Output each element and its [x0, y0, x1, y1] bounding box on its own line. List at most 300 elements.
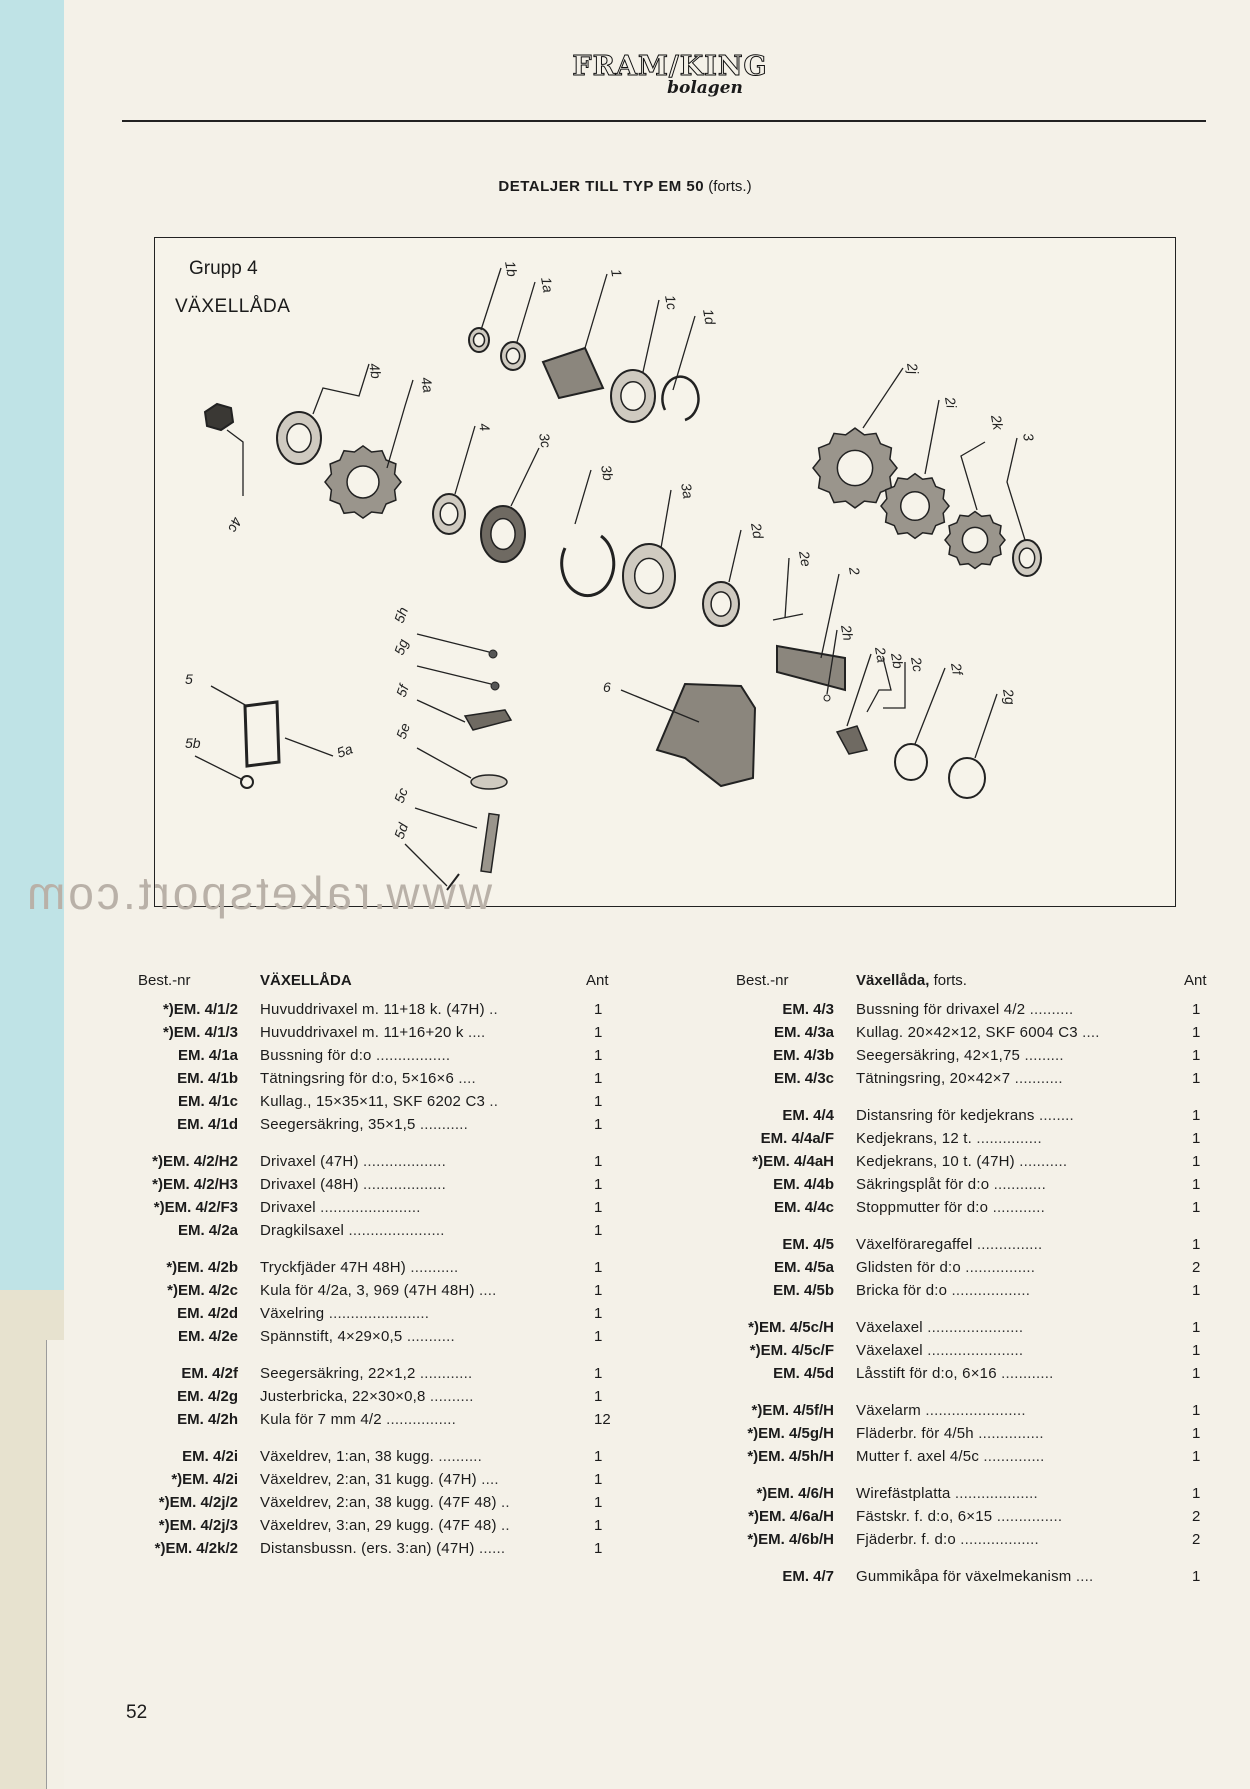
- dot-leader: .................: [371, 1047, 451, 1064]
- logo-sub-text: bolagen: [667, 78, 743, 98]
- table-row: [122, 1067, 642, 1090]
- part-number: EM. 4/1c: [177, 1093, 238, 1110]
- brand-logo: [545, 52, 795, 98]
- parts-table-left: [122, 968, 642, 1560]
- part-description-text: Fästskr. f. d:o, 6×15: [856, 1508, 993, 1525]
- dot-leader: .......................: [315, 1199, 421, 1216]
- part-description-text: Kedjekrans, 12 t.: [856, 1130, 972, 1147]
- part-description-text: Växeldrev, 3:an, 29 kugg. (47F 48): [260, 1517, 497, 1534]
- leader-3c: [511, 448, 539, 506]
- part-description-text: Kullag. 20×42×12, SKF 6004 C3: [856, 1024, 1078, 1041]
- part-description-text: Växeldrev, 2:an, 38 kugg. (47F 48): [260, 1494, 497, 1511]
- part-description-text: Huvuddrivaxel m. 11+16+20 k: [260, 1024, 464, 1041]
- part-description-text: Kula för 7 mm 4/2: [260, 1411, 382, 1428]
- part-description-text: Justerbricka, 22×30×0,8: [260, 1388, 426, 1405]
- leader-5: [211, 686, 247, 706]
- leader-4c: [227, 430, 243, 496]
- callout-label: 1: [608, 267, 626, 279]
- callout-label: 3a: [678, 481, 697, 500]
- washer-5b-part: [241, 776, 253, 788]
- table-row: [122, 1113, 642, 1136]
- diagram-title: VÄXELLÅDA: [175, 296, 291, 317]
- table-row: [722, 1565, 1222, 1588]
- callout-label: 5b: [185, 735, 201, 751]
- leader-5b: [195, 756, 243, 780]
- table-row: [722, 1173, 1222, 1196]
- part-description-text: Växelaxel: [856, 1319, 923, 1336]
- part-description: [856, 1445, 1045, 1468]
- part-quantity: 1: [1192, 1342, 1201, 1359]
- part-description: [856, 1256, 1035, 1279]
- part-description-text: Seegersäkring, 22×1,2: [260, 1365, 416, 1382]
- part-description: [260, 1362, 472, 1385]
- part-quantity: 1: [594, 1282, 603, 1299]
- lock-washer-part-bore: [287, 424, 311, 453]
- leader-4: [455, 426, 475, 494]
- part-quantity: 12: [594, 1411, 611, 1428]
- part-quantity: 1: [594, 1328, 603, 1345]
- part-number: *)EM. 4/5h/H: [747, 1448, 834, 1465]
- part-description: [856, 1173, 1046, 1196]
- part-description-text: Huvuddrivaxel m. 11+18 k. (47H): [260, 1001, 485, 1018]
- leader-4a: [387, 380, 413, 468]
- dot-leader: ...........: [402, 1328, 455, 1345]
- leader-1b: [481, 268, 501, 330]
- callout-label: 2j: [904, 361, 922, 376]
- table-row: [722, 1044, 1222, 1067]
- table-row: [722, 1150, 1222, 1173]
- part-description: [260, 1067, 476, 1090]
- part-quantity: 1: [594, 1540, 603, 1557]
- part-number: *)EM. 4/2j/2: [158, 1494, 238, 1511]
- table-row: [722, 1104, 1222, 1127]
- table-row: [122, 1468, 642, 1491]
- leader-2k: [961, 442, 985, 510]
- part-number: EM. 4/4b: [773, 1176, 834, 1193]
- callout-label: 2h: [838, 623, 857, 642]
- leader-2: [821, 574, 839, 658]
- dot-leader: ......................: [344, 1222, 445, 1239]
- part-quantity: 1: [1192, 1319, 1201, 1336]
- dot-leader: ...........: [1010, 1070, 1063, 1087]
- part-number: *)EM. 4/5c/H: [748, 1319, 834, 1336]
- washer-5g-part: [491, 682, 499, 690]
- leader-2e: [785, 558, 789, 618]
- col-header-title: VÄXELLÅDA: [260, 972, 352, 989]
- part-number: EM. 4/1b: [177, 1070, 238, 1087]
- callout-label: 1d: [700, 307, 719, 326]
- table-row: [122, 1362, 642, 1385]
- part-quantity: 1: [1192, 1485, 1201, 1502]
- dot-leader: ....: [1077, 1024, 1100, 1041]
- callout-label: 2d: [748, 521, 767, 540]
- dot-leader: ...........: [415, 1116, 468, 1133]
- part-quantity: 1: [1192, 1130, 1201, 1147]
- page-title-main: DETALJER TILL TYP EM 50: [498, 178, 705, 195]
- leader-2g: [975, 694, 997, 758]
- part-description: [260, 1196, 421, 1219]
- part-description-text: Växelarm: [856, 1402, 921, 1419]
- dot-leader: ............: [415, 1365, 473, 1382]
- leader-5a: [285, 738, 333, 756]
- part-number: *)EM. 4/2/F3: [153, 1199, 238, 1216]
- table-row: [722, 1528, 1222, 1551]
- part-quantity: 2: [1192, 1508, 1201, 1525]
- part-description: [856, 1104, 1074, 1127]
- part-quantity: 1: [594, 1176, 603, 1193]
- table-row: [722, 998, 1222, 1021]
- table-header: [122, 968, 642, 998]
- part-description-text: Glidsten för d:o: [856, 1259, 961, 1276]
- part-quantity: 2: [1192, 1259, 1201, 1276]
- dot-leader: ..................: [947, 1282, 1031, 1299]
- part-number: *)EM. 4/2c: [167, 1282, 238, 1299]
- table-row: [722, 1279, 1222, 1302]
- part-number: EM. 4/3a: [773, 1024, 834, 1041]
- part-number: EM. 4/1a: [177, 1047, 238, 1064]
- part-quantity: 1: [594, 1024, 603, 1041]
- dot-leader: ....: [1071, 1568, 1094, 1585]
- part-description-text: Växelföraregaffel: [856, 1236, 973, 1253]
- part-description: [260, 1385, 474, 1408]
- part-number: EM. 4/5d: [773, 1365, 834, 1382]
- part-quantity: 1: [594, 1116, 603, 1133]
- callout-label: 3: [1020, 431, 1038, 443]
- lever-5f-part: [465, 710, 511, 730]
- table-row: [122, 1279, 642, 1302]
- group-spacer: [122, 1431, 642, 1445]
- group-spacer: [722, 1385, 1222, 1399]
- part-description: [260, 1491, 510, 1514]
- part-description-text: Tryckfjäder 47H 48H): [260, 1259, 406, 1276]
- page-number: 52: [126, 1702, 148, 1723]
- callout-label: 1c: [662, 293, 681, 312]
- part-quantity: 1: [1192, 1001, 1201, 1018]
- part-description-text: Säkringsplåt för d:o: [856, 1176, 990, 1193]
- part-quantity: 1: [1192, 1425, 1201, 1442]
- table-row: [722, 1067, 1222, 1090]
- part-number: *)EM. 4/1/3: [162, 1024, 238, 1041]
- part-number: *)EM. 4/2b: [166, 1259, 238, 1276]
- leader-5h: [417, 634, 489, 652]
- washer-5e-part: [471, 775, 507, 789]
- table-row: [722, 1233, 1222, 1256]
- dot-leader: ................: [960, 1259, 1036, 1276]
- leader-3: [1007, 438, 1025, 540]
- parts-table-right: [722, 968, 1222, 1588]
- table-row: [122, 1021, 642, 1044]
- part-description: [856, 1565, 1093, 1588]
- part-number: EM. 4/3b: [773, 1047, 834, 1064]
- table-row: [122, 1044, 642, 1067]
- table-row: [122, 1408, 642, 1431]
- gear-2i-part-hub: [901, 492, 930, 521]
- col-header-best: Best.-nr: [736, 972, 789, 989]
- part-quantity: 2: [1192, 1531, 1201, 1548]
- part-description: [856, 1233, 1042, 1256]
- callout-label: 2a: [872, 645, 891, 664]
- part-number: *)EM. 4/6b/H: [747, 1531, 834, 1548]
- logo-main-text: FRAM/KING: [572, 51, 768, 82]
- mounting-plate-part: [657, 684, 755, 786]
- part-description: [260, 1514, 510, 1537]
- header-rule: [122, 120, 1206, 122]
- part-number: EM. 4/2g: [177, 1388, 238, 1405]
- part-description: [260, 1219, 445, 1242]
- bushing-3-part-bore: [1019, 548, 1034, 568]
- dot-leader: ....: [474, 1282, 497, 1299]
- part-description: [856, 1528, 1039, 1551]
- part-number: *)EM. 4/2/H3: [152, 1176, 238, 1193]
- part-quantity: 1: [594, 1388, 603, 1405]
- callout-label: 4b: [366, 361, 385, 380]
- table-row: [122, 998, 642, 1021]
- dot-leader: ..........: [425, 1388, 474, 1405]
- leader-5c: [415, 808, 477, 828]
- drive-shaft-part: [777, 646, 845, 690]
- page-edge: [46, 1340, 65, 1789]
- part-quantity: 1: [594, 1259, 603, 1276]
- part-description-text: Drivaxel (47H): [260, 1153, 359, 1170]
- part-quantity: 1: [594, 1222, 603, 1239]
- part-number: *)EM. 4/4aH: [752, 1153, 834, 1170]
- part-number: EM. 4/2a: [177, 1222, 238, 1239]
- table-row: [722, 1339, 1222, 1362]
- part-description-text: Kullag., 15×35×11, SKF 6202 C3: [260, 1093, 486, 1110]
- part-description: [260, 1537, 505, 1560]
- part-description: [260, 1173, 446, 1196]
- part-description-text: Distansring för kedjekrans: [856, 1107, 1035, 1124]
- leader-3b: [575, 470, 591, 524]
- circlip-part: [562, 536, 614, 596]
- part-number: EM. 4/5b: [773, 1282, 834, 1299]
- watermark: www.raketsport.com: [24, 867, 493, 919]
- part-description-text: Wirefästplatta: [856, 1485, 951, 1502]
- callout-label: 5e: [392, 720, 414, 742]
- dot-leader: ....: [476, 1471, 499, 1488]
- part-number: *)EM. 4/5f/H: [751, 1402, 834, 1419]
- part-quantity: 1: [1192, 1024, 1201, 1041]
- callout-label: 2i: [942, 395, 960, 410]
- part-description: [856, 1482, 1038, 1505]
- part-description: [856, 998, 1073, 1021]
- circlip-1d-part: [662, 377, 698, 420]
- callout-label: 1a: [538, 275, 557, 294]
- callout-label: 3c: [536, 431, 555, 450]
- group-spacer: [122, 1242, 642, 1256]
- part-description: [260, 1256, 458, 1279]
- table-row: [122, 1150, 642, 1173]
- part-description-text: Växelring: [260, 1305, 325, 1322]
- leader-5e: [417, 748, 471, 778]
- callout-label: 2k: [988, 413, 1007, 432]
- shift-fork-part: [245, 702, 279, 766]
- leader-2a: [847, 654, 871, 726]
- part-description: [260, 1302, 429, 1325]
- part-number: EM. 4/4a/F: [760, 1130, 834, 1147]
- pin-part: [773, 614, 803, 620]
- part-description: [856, 1422, 1044, 1445]
- table-row: [722, 1196, 1222, 1219]
- part-description-text: Drivaxel (48H): [260, 1176, 359, 1193]
- callout-label: 4a: [418, 375, 437, 394]
- leader-1d: [673, 316, 695, 390]
- dot-leader: .......................: [920, 1402, 1026, 1419]
- dot-leader: ...............: [972, 1236, 1043, 1253]
- part-description-text: Växelaxel: [856, 1342, 923, 1359]
- table-row: [122, 1514, 642, 1537]
- part-description-text: Växeldrev, 1:an, 38 kugg.: [260, 1448, 434, 1465]
- table-row: [122, 1219, 642, 1242]
- part-quantity: 1: [1192, 1070, 1201, 1087]
- callout-label: 2: [846, 565, 864, 577]
- nut-part: [205, 404, 233, 430]
- part-number: EM. 4/2f: [181, 1365, 238, 1382]
- part-description: [856, 1127, 1042, 1150]
- shaft-5c-part: [481, 814, 499, 873]
- part-description: [856, 1316, 1023, 1339]
- part-quantity: 1: [1192, 1176, 1201, 1193]
- callout-label: 5h: [390, 604, 412, 626]
- callout-label: 2g: [1000, 687, 1019, 706]
- leader-2f: [915, 668, 945, 744]
- part-description: [856, 1279, 1030, 1302]
- part-description-text: Mutter f. axel 4/5c: [856, 1448, 980, 1465]
- leader-1c: [643, 300, 659, 372]
- col-header-ant: Ant: [1184, 972, 1207, 989]
- leader-2b: [867, 658, 891, 712]
- dot-leader: ....: [454, 1070, 476, 1087]
- dot-leader: ....: [463, 1024, 486, 1041]
- exploded-view-diagram: [154, 237, 1176, 907]
- dot-leader: ................: [381, 1411, 457, 1428]
- part-description: [260, 1150, 446, 1173]
- callout-label: 2b: [888, 651, 907, 670]
- part-quantity: 1: [1192, 1199, 1201, 1216]
- part-quantity: 1: [1192, 1365, 1201, 1382]
- dot-leader: ...........: [406, 1259, 459, 1276]
- part-quantity: 1: [594, 1494, 603, 1511]
- dot-leader: ...........: [1014, 1153, 1068, 1170]
- part-description: [856, 1505, 1062, 1528]
- table-row: [722, 1256, 1222, 1279]
- callout-label: 2e: [796, 549, 815, 568]
- page-title: [0, 178, 1250, 195]
- part-description: [260, 1279, 497, 1302]
- dot-leader: ...................: [358, 1153, 447, 1170]
- part-description: [856, 1196, 1045, 1219]
- part-description-text: Gummikåpa för växelmekanism: [856, 1568, 1072, 1585]
- callout-label: 5g: [390, 636, 412, 658]
- dot-leader: .......................: [324, 1305, 430, 1322]
- part-quantity: 1: [1192, 1236, 1201, 1253]
- table-row: [122, 1196, 642, 1219]
- washer-2g-part: [949, 758, 985, 798]
- part-number: *)EM. 4/2i: [171, 1471, 238, 1488]
- part-description: [260, 1113, 468, 1136]
- part-number: EM. 4/1d: [177, 1116, 238, 1133]
- ball-2h-part: [824, 695, 830, 701]
- leader-1: [585, 274, 607, 348]
- part-description-text: Bussning för d:o: [260, 1047, 372, 1064]
- part-description: [856, 1067, 1063, 1090]
- part-number: *)EM. 4/5g/H: [747, 1425, 834, 1442]
- part-description: [260, 1445, 482, 1468]
- part-number: EM. 4/2i: [182, 1448, 238, 1465]
- dot-leader: ..........: [1025, 1001, 1074, 1018]
- col-header-best: Best.-nr: [138, 972, 191, 989]
- part-description-text: Låsstift för d:o, 6×16: [856, 1365, 997, 1382]
- part-number: EM. 4/5: [782, 1236, 834, 1253]
- part-description-text: Seegersäkring, 35×1,5: [260, 1116, 416, 1133]
- part-number: EM. 4/3: [782, 1001, 834, 1018]
- table-row: [122, 1491, 642, 1514]
- part-description: [260, 1021, 485, 1044]
- col-header-ant: Ant: [586, 972, 609, 989]
- dot-leader: ............: [988, 1199, 1045, 1216]
- part-number: EM. 4/7: [782, 1568, 834, 1585]
- part-number: *)EM. 4/2/H2: [152, 1153, 238, 1170]
- dot-leader: ......................: [922, 1319, 1024, 1336]
- table-row: [722, 1316, 1222, 1339]
- part-number: *)EM. 4/2k/2: [154, 1540, 238, 1557]
- part-number: EM. 4/2d: [177, 1305, 238, 1322]
- group-spacer: [722, 1302, 1222, 1316]
- dot-leader: ...............: [992, 1508, 1063, 1525]
- bushing-1b-part-bore: [474, 333, 485, 346]
- table-row: [722, 1127, 1222, 1150]
- part-description: [856, 1362, 1054, 1385]
- part-description-text: Spännstift, 4×29×0,5: [260, 1328, 403, 1345]
- seal-ring-part-bore: [491, 519, 515, 550]
- callout-label: 5a: [334, 740, 355, 761]
- dot-leader: ...............: [971, 1130, 1042, 1147]
- gear-2k-part-hub: [962, 527, 987, 552]
- part-description: [856, 1339, 1023, 1362]
- part-quantity: 1: [594, 1517, 603, 1534]
- part-quantity: 1: [1192, 1047, 1201, 1064]
- sprocket-part-hub: [347, 466, 379, 498]
- part-number: EM. 4/5a: [773, 1259, 834, 1276]
- part-description-text: Kedjekrans, 10 t. (47H): [856, 1153, 1015, 1170]
- dot-leader: .........: [1020, 1047, 1064, 1064]
- gear-ring-part-bore: [711, 592, 731, 616]
- callout-label: 4: [476, 421, 494, 433]
- part-description: [856, 1044, 1064, 1067]
- part-quantity: 1: [1192, 1448, 1201, 1465]
- part-quantity: 1: [594, 1047, 603, 1064]
- dot-leader: ..................: [955, 1531, 1039, 1548]
- dot-leader: ..: [484, 1001, 498, 1018]
- table-row: [122, 1173, 642, 1196]
- leader-5f: [417, 700, 465, 722]
- table-row: [122, 1256, 642, 1279]
- part-quantity: 1: [1192, 1107, 1201, 1124]
- callout-label: 3b: [598, 463, 617, 482]
- leader-2j: [863, 368, 903, 428]
- part-number: EM. 4/2e: [177, 1328, 238, 1345]
- part-quantity: 1: [594, 1001, 603, 1018]
- circlip-2f-part: [895, 744, 927, 780]
- part-description: [260, 1325, 455, 1348]
- part-number: *)EM. 4/1/2: [162, 1001, 238, 1018]
- gear-2j-part-hub: [837, 450, 872, 485]
- part-description: [260, 1090, 498, 1113]
- callout-label: 2f: [948, 661, 966, 677]
- callout-label: 5d: [390, 820, 412, 842]
- dot-leader: ..: [496, 1494, 510, 1511]
- table-row: [122, 1445, 642, 1468]
